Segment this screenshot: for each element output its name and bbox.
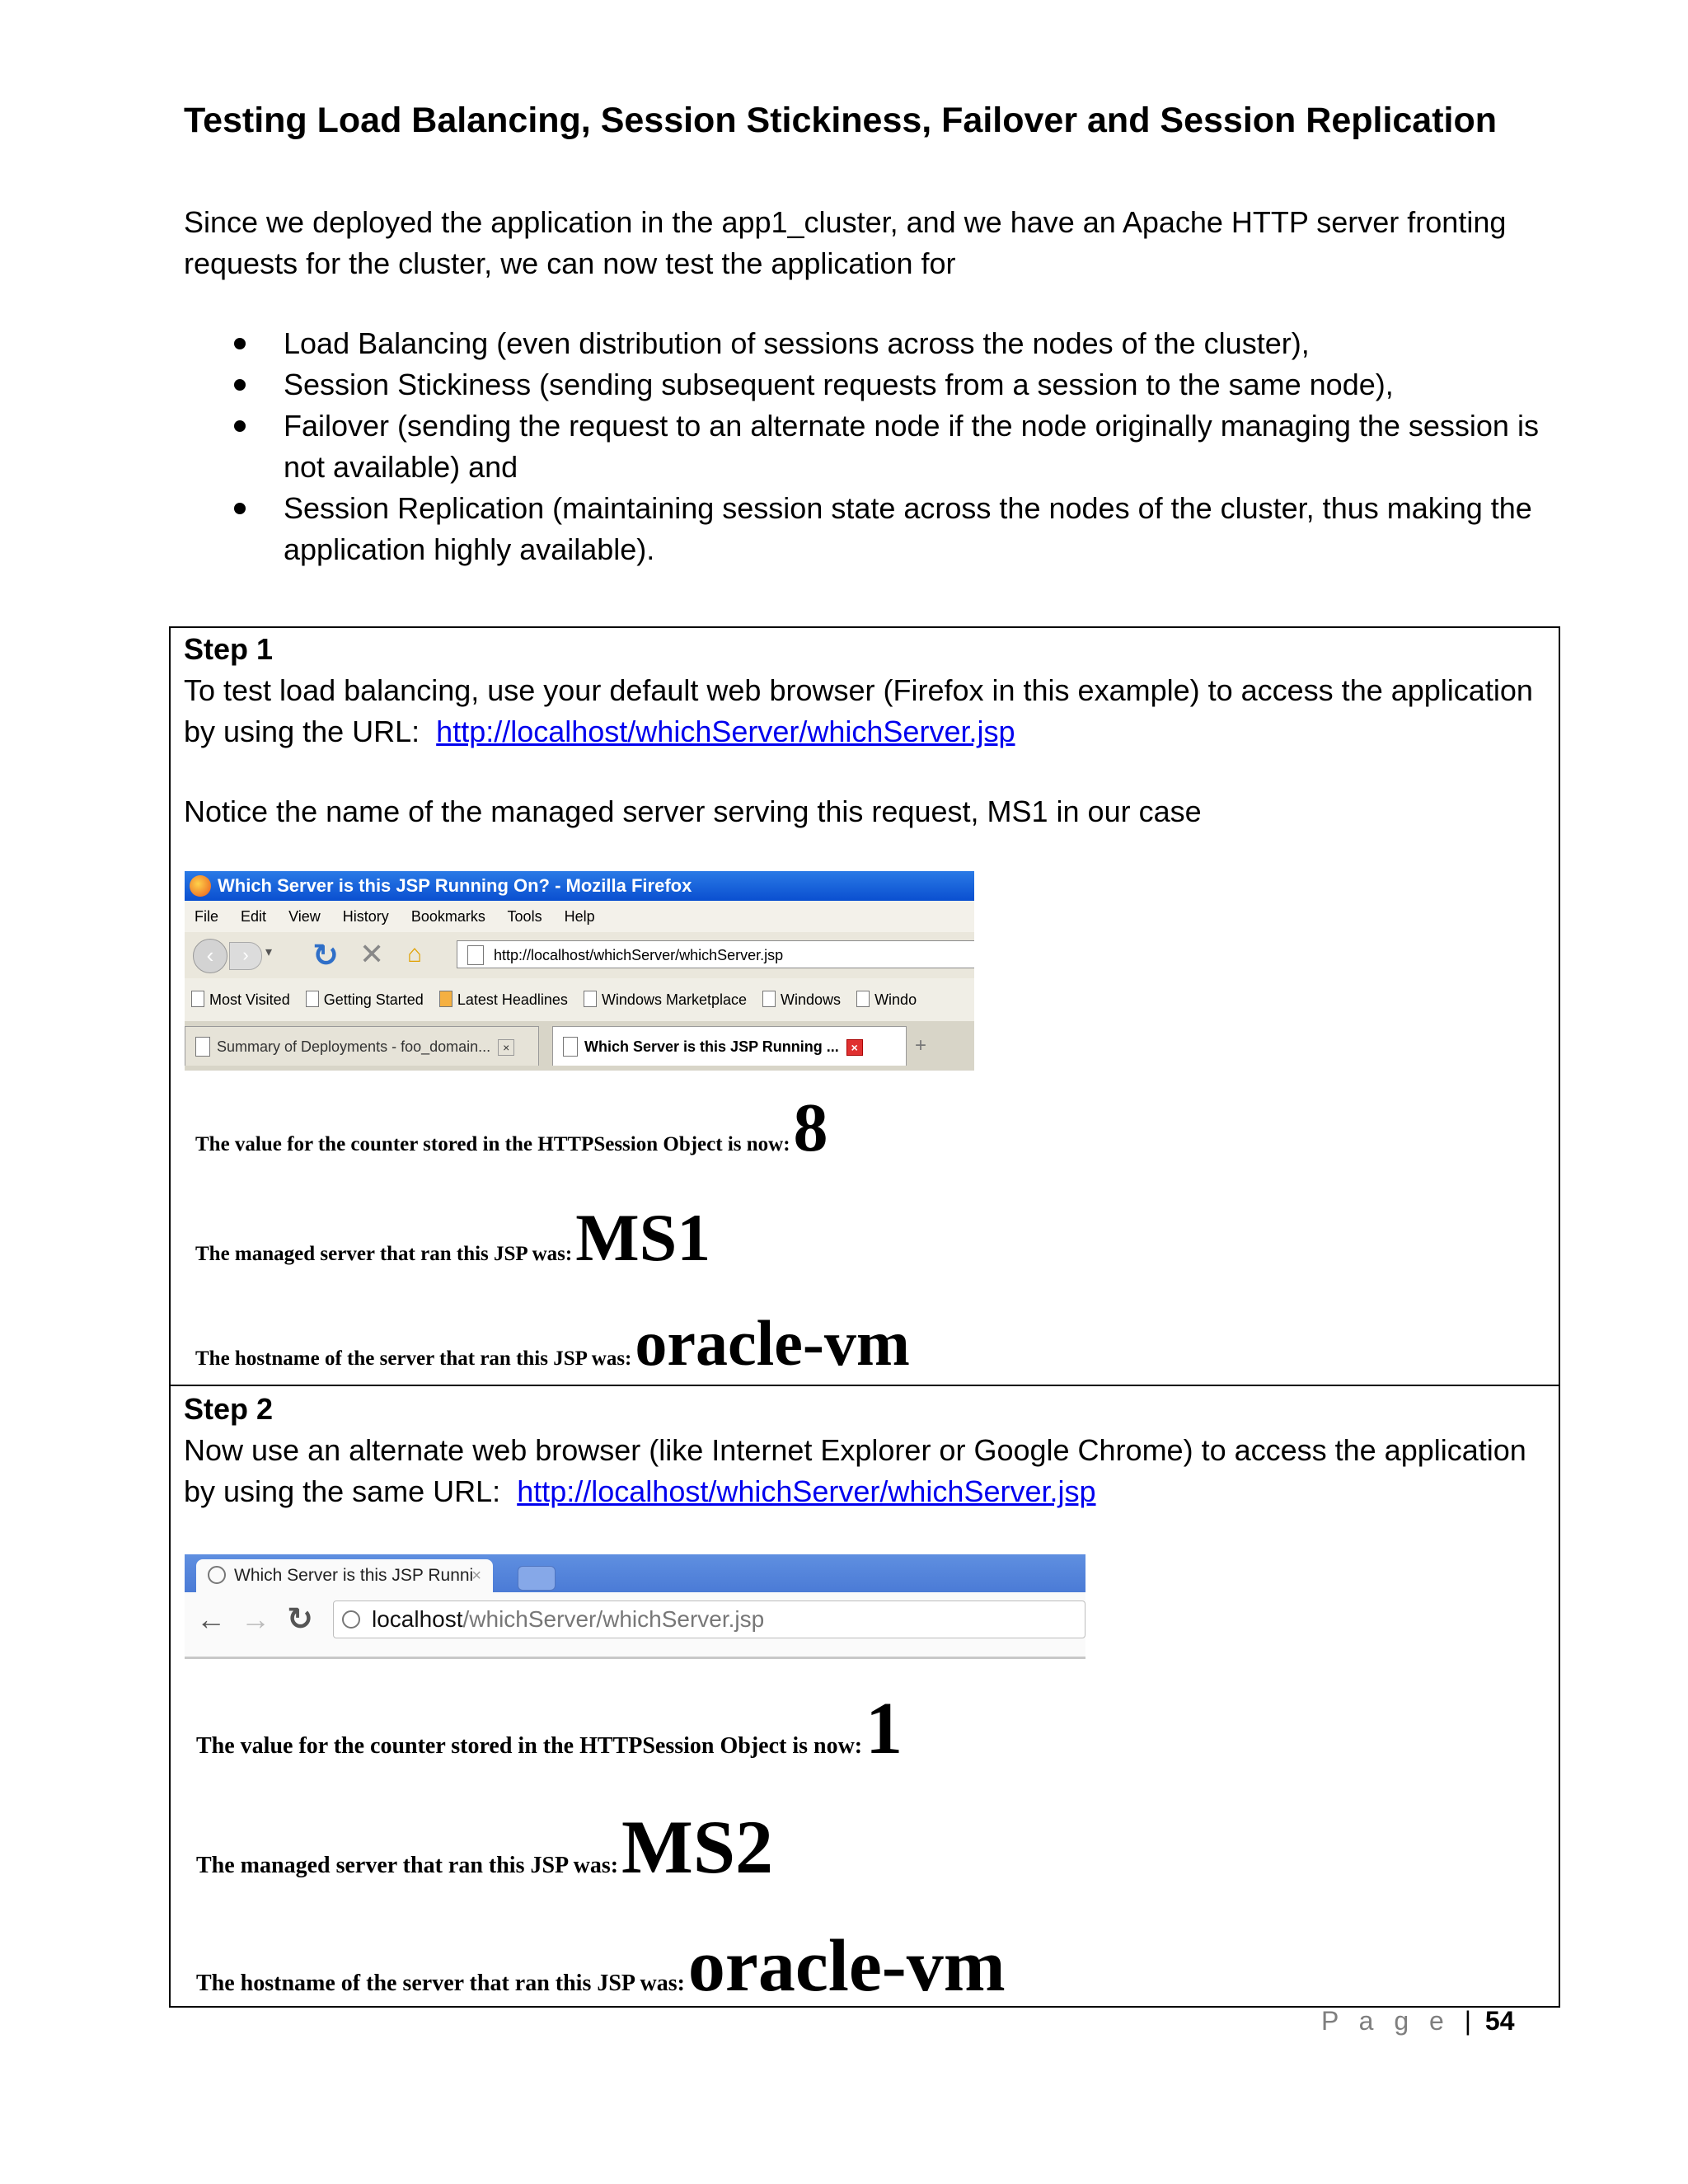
bookmark-most-visited[interactable]: Most Visited — [191, 991, 290, 1008]
close-icon[interactable]: × — [498, 1039, 514, 1056]
tab-label: Which Server is this JSP Running ... — [584, 1038, 839, 1055]
list-item: Session Replication (maintaining session state across the nodes of the cluster, thus making the application highly available). — [231, 488, 1582, 570]
step1-host-line — [195, 1306, 910, 1380]
menu-view[interactable]: View — [288, 908, 321, 925]
server-value: MS2 — [621, 1805, 774, 1889]
tab-label: Summary of Deployments - foo_domain... — [217, 1038, 491, 1055]
server-value: MS1 — [575, 1200, 711, 1275]
close-icon[interactable]: × — [471, 1567, 481, 1585]
firefox-window — [185, 871, 974, 1071]
bookmark-windows-2[interactable]: Windo — [856, 991, 917, 1008]
history-dropdown-icon[interactable]: ▾ — [265, 945, 273, 959]
list-item: Load Balancing (even distribution of sessions across the nodes of the cluster), — [231, 323, 1582, 364]
bookmark-getting-started[interactable]: Getting Started — [306, 991, 424, 1008]
forward-arrow-icon[interactable]: → — [241, 1602, 270, 1636]
step2-text — [184, 1430, 1552, 1512]
menu-edit[interactable]: Edit — [241, 908, 267, 925]
step1-instruction: To test load balancing, use your default web browser (Firefox in this example) to access the application by using the URL: — [184, 673, 1533, 748]
chrome-window — [185, 1554, 1085, 1659]
counter-value: 8 — [793, 1090, 828, 1166]
host-label: The hostname of the server that ran this JSP was: — [195, 1347, 632, 1370]
step1-notice: Notice the name of the managed server serving this request, MS1 in our case — [184, 794, 1202, 828]
firefox-tab-strip — [185, 1021, 974, 1071]
step2-server-line — [196, 1803, 773, 1891]
page-icon — [467, 945, 484, 965]
home-icon[interactable]: ⌂ — [407, 940, 423, 968]
address-path: /whichServer/whichServer.jsp — [462, 1606, 765, 1632]
page-footer — [1321, 2006, 1515, 2036]
step2-title: Step 2 — [184, 1392, 274, 1426]
chrome-tab-strip — [185, 1554, 1085, 1592]
close-icon[interactable]: × — [846, 1039, 863, 1056]
host-value: oracle-vm — [687, 1925, 1006, 2007]
page-icon — [762, 991, 776, 1007]
menu-help[interactable]: Help — [564, 908, 595, 925]
new-tab-button[interactable] — [518, 1566, 556, 1591]
server-label: The managed server that ran this JSP was: — [196, 1853, 619, 1878]
firefox-logo-icon — [190, 875, 211, 897]
tab-summary-deployments[interactable] — [185, 1026, 539, 1066]
menu-history[interactable]: History — [342, 908, 389, 925]
bookmarks-toolbar — [185, 978, 974, 1021]
list-item: Session Stickiness (sending subsequent requests from a session to the same node), — [231, 364, 1582, 405]
counter-label: The value for the counter stored in the HTTPSession Object is now: — [196, 1733, 863, 1759]
feature-list — [231, 323, 1582, 570]
step2-url-link[interactable]: http://localhost/whichServer/whichServer.jsp — [517, 1474, 1096, 1508]
counter-value: 1 — [865, 1688, 903, 1769]
rss-icon — [439, 991, 452, 1007]
intro-paragraph: Since we deployed the application in the app1_cluster, and we have an Apache HTTP server fronting requests for the cluster, we can now test the application for — [184, 205, 1507, 280]
tab-label: Which Server is this JSP Runni — [234, 1566, 474, 1585]
page-separator: | — [1464, 2006, 1472, 2036]
forward-button[interactable]: › — [229, 942, 262, 970]
firefox-nav-bar — [185, 932, 974, 978]
window-title: Which Server is this JSP Running On? - Mozilla Firefox — [218, 875, 692, 896]
address-bar[interactable] — [457, 940, 974, 968]
back-arrow-icon[interactable]: ← — [196, 1602, 226, 1636]
back-button[interactable]: ‹ — [193, 939, 227, 973]
stop-icon[interactable]: ✕ — [359, 937, 385, 971]
menu-tools[interactable]: Tools — [507, 908, 542, 925]
globe-icon — [208, 1566, 226, 1584]
page-icon — [306, 991, 319, 1007]
page-icon — [195, 1037, 210, 1057]
step1-counter-line — [195, 1088, 828, 1168]
menu-bookmarks[interactable]: Bookmarks — [410, 908, 485, 925]
page-icon — [584, 991, 597, 1007]
step1-text — [184, 670, 1552, 752]
firefox-title-bar — [185, 871, 974, 901]
reload-icon[interactable]: ↻ — [287, 1602, 313, 1637]
menu-file[interactable]: File — [195, 908, 219, 925]
server-label: The managed server that ran this JSP was: — [195, 1243, 573, 1265]
step2-instruction: Now use an alternate web browser (like Internet Explorer or Google Chrome) to access the application by using the same URL: — [184, 1433, 1526, 1508]
bookmark-windows[interactable]: Windows — [762, 991, 841, 1008]
step1-title: Step 1 — [184, 632, 274, 666]
tab-which-server[interactable] — [196, 1559, 493, 1592]
address-host: localhost — [372, 1606, 463, 1632]
step2-counter-line — [196, 1686, 903, 1771]
tab-which-server[interactable] — [552, 1026, 907, 1066]
host-value: oracle-vm — [635, 1307, 910, 1379]
reload-icon[interactable]: ↻ — [312, 939, 339, 973]
step1-url-link[interactable]: http://localhost/whichServer/whichServer.jsp — [436, 715, 1015, 748]
page-number: 54 — [1484, 2006, 1515, 2036]
counter-label: The value for the counter stored in the HTTPSession Object is now: — [195, 1133, 790, 1155]
address-text: http://localhost/whichServer/whichServer.jsp — [494, 947, 784, 963]
page-label: P a g e — [1321, 2006, 1451, 2036]
firefox-menu-bar — [185, 901, 974, 932]
omnibox[interactable] — [333, 1601, 1085, 1638]
host-label: The hostname of the server that ran this JSP was: — [196, 1971, 685, 1996]
step2-host-line — [196, 1924, 1006, 2008]
bookmark-windows-marketplace[interactable]: Windows Marketplace — [584, 991, 747, 1008]
page-heading: Testing Load Balancing, Session Stickiness, Failover and Session Replication — [184, 101, 1498, 140]
page-icon — [563, 1037, 578, 1057]
bookmark-latest-headlines[interactable]: Latest Headlines — [439, 991, 568, 1008]
list-item: Failover (sending the request to an alternate node if the node originally managing the session is not available) and — [231, 405, 1582, 488]
new-tab-icon[interactable]: + — [915, 1034, 927, 1057]
page-icon — [856, 991, 870, 1007]
bookmark-icon — [191, 991, 204, 1007]
step1-server-line — [195, 1199, 710, 1277]
globe-icon — [342, 1610, 360, 1629]
